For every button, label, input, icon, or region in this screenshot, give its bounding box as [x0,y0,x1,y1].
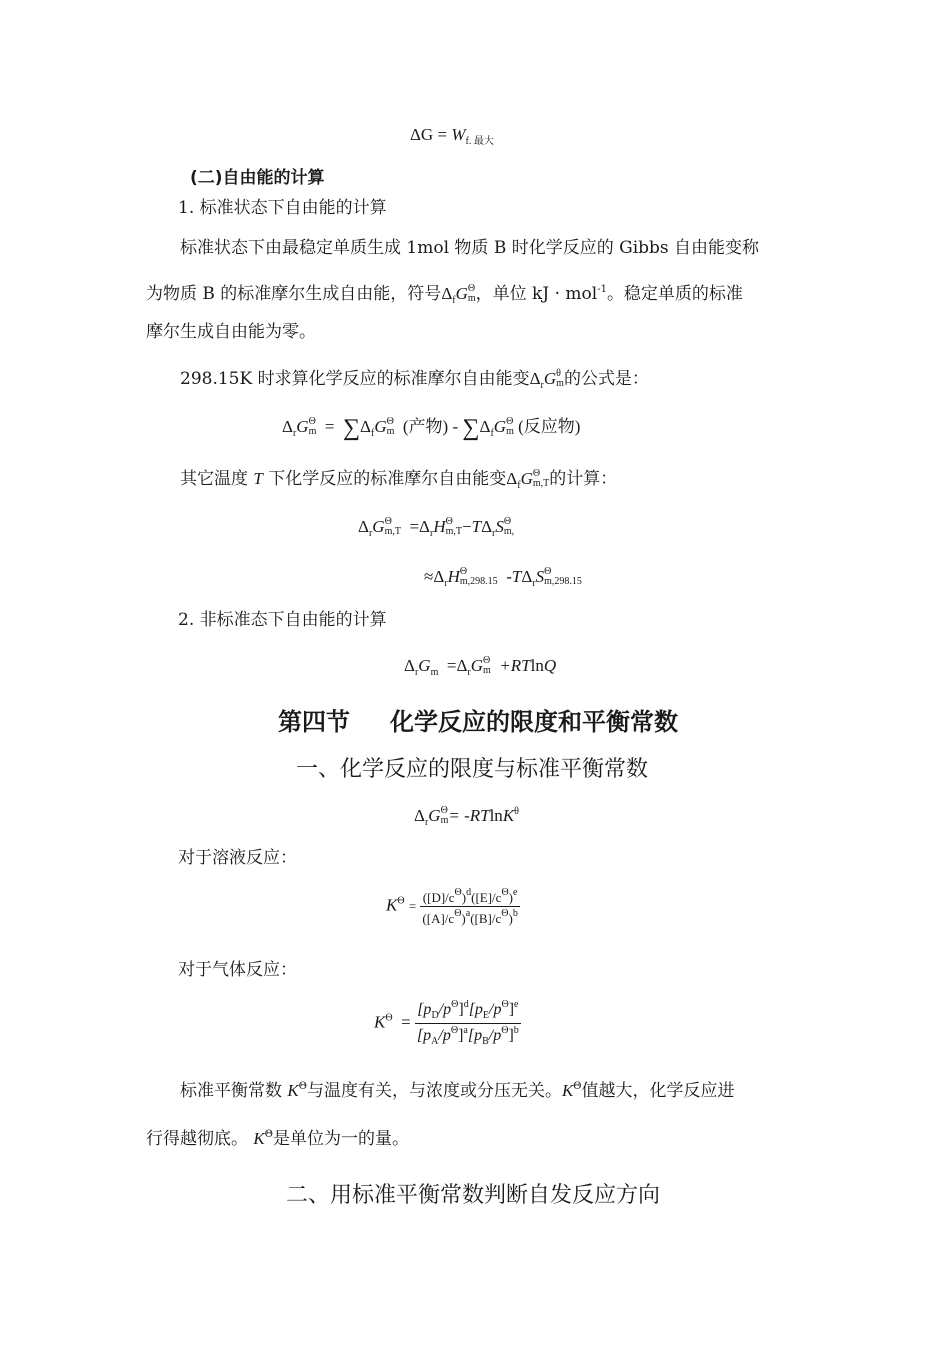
rt-term: = -RT [448,806,490,825]
paren: ) [461,911,466,926]
t-symbol: T [253,469,263,488]
denominator [420,907,519,925]
equation-k-gas [374,1000,521,1047]
sub-m: m [440,815,449,826]
g-sup-sub [556,369,564,389]
subsection-title-1: 一、化学反应的限度与标准平衡常数 [296,757,649,782]
delta-symbol: Δ [506,469,518,488]
equation-k-solution [386,888,520,925]
numerator [420,888,519,907]
k-symbol: K [561,1081,574,1100]
sub-m298: m,298.15 [459,576,498,587]
sub-m: m [483,665,491,676]
rt-term: +RT [499,656,531,675]
para4-text-mid: 与温度有关，与浓度或分压无关。 [306,1081,562,1101]
section-title [278,702,678,737]
sup-theta: Θ [451,999,459,1010]
g-symbol: G [455,284,468,303]
g-sup-sub [533,469,549,489]
sub-b: B [482,1036,489,1047]
gas-label: 对于气体反应： [178,960,297,980]
delta-symbol: Δ [282,417,293,436]
sup-theta: θ [556,368,561,379]
g-sup-sub [483,656,491,676]
sup-theta: Θ [503,516,512,527]
delta-symbol: Δ [404,656,415,675]
sup-theta: Θ [454,887,462,898]
sup-theta: Θ [298,1081,307,1092]
exp-e: e [514,999,519,1010]
sub-m: m [430,667,439,678]
g-sup-sub [387,417,395,437]
delta-symbol: Δ [358,517,369,536]
eq-sign: = [433,125,452,144]
bracket: ] [508,1001,515,1018]
sigma-symbol: ∑ [342,415,361,441]
eq-sign: = [324,417,335,436]
g-symbol: G [470,656,483,675]
k-symbol: K [253,1129,265,1148]
para3 [180,469,617,491]
bracket: ] [458,1001,464,1018]
para4-line2 [146,1130,409,1148]
bracket: ] [458,1027,464,1044]
p-std: /p [438,1027,451,1044]
section-number: 第四节 [278,708,350,736]
sup-theta: Θ [397,895,405,907]
para3-text: 其它温度 [180,469,248,489]
eq-sign: = [409,517,420,536]
delta-symbol: Δ [481,517,492,536]
sub-m: m [308,426,317,437]
sub-r: r [467,667,471,678]
sub-m: m [556,378,564,389]
products-label: (产物) [402,417,449,436]
fraction [420,888,519,925]
exp-b: b [512,908,518,919]
sub-r: r [424,817,429,828]
s-symbol: S [535,567,545,586]
sup-theta: Θ [385,1012,393,1024]
sub-r: r [532,578,536,589]
equation-k [414,806,519,828]
paren: ) [461,890,467,905]
p-e: [p [468,1001,483,1018]
eq-sign: = [408,898,417,914]
eq-sign: = [401,1012,411,1032]
p-std: /p [438,1001,452,1018]
symbol-delta-f-g [506,468,550,491]
para1-line2-end: 。稳定单质的标准 [606,284,743,304]
sub-a: A [431,1036,439,1047]
sup-theta: Θ [445,516,453,527]
exp-a: a [463,1025,468,1036]
sub-m298: m,298.15 [544,576,582,587]
sub-r: r [444,578,448,589]
paren: ) [508,911,513,926]
g-sup-sub [468,284,476,304]
sup-theta: θ [514,806,519,817]
g-symbol: G [428,806,441,825]
equation-nonstandard [404,656,556,678]
para2-text-end: 的公式是： [563,369,649,389]
paren: ) [508,890,514,905]
p-d: [p [417,1001,432,1018]
para3-text-mid: 下化学反应的标准摩尔自由能变 [268,469,507,489]
delta-symbol: Δ [456,656,468,675]
sup-theta: Θ [501,999,509,1010]
para4-text-end: 值越大，化学反应进 [581,1081,735,1101]
symbol-delta-f-g [441,283,476,306]
sub-m: m, [503,526,515,537]
equation-gibbs-helmholtz-1 [358,517,514,539]
sup-theta: Θ [450,1025,459,1036]
para2-text: 298.15K 时求算化学反应的标准摩尔自由能变 [180,369,530,389]
g-symbol: G [543,369,557,388]
g-symbol: G [296,417,309,436]
den-b: ([B]/c [470,911,502,926]
para2 [180,369,649,391]
eq-sign: = [446,656,457,675]
sub-r: r [414,667,419,678]
p-std: /p [489,1001,502,1018]
sub-d: D [431,1010,439,1021]
p-a: [p [416,1027,432,1044]
unit-superscript: -1 [597,284,607,295]
h-symbol: H [447,567,460,586]
item1-title: 1. 标准状态下自由能的计算 [178,198,387,218]
ln-term: ln [530,656,544,675]
sup-theta: Θ [440,805,448,816]
sup-theta: Θ [483,655,491,666]
delta-symbol: Δ [433,567,445,586]
g-sup-sub [506,417,514,437]
reactants-label: (反应物) [518,417,581,436]
sup-theta: Θ [384,516,392,527]
k-symbol: K [502,806,515,825]
sub-r: r [292,428,297,439]
q-symbol: Q [543,656,557,675]
para4-text: 行得越彻底。 [146,1129,248,1149]
den-a: ([A]/c [422,911,455,926]
section-name: 化学反应的限度和平衡常数 [390,708,678,736]
g-symbol: G [374,417,387,436]
para4-text: 标准平衡常数 [180,1081,282,1101]
numerator [415,1000,521,1024]
subsection-title-2: 二、用标准平衡常数判断自发反应方向 [286,1183,661,1208]
sub-m: m [467,293,476,304]
fraction [415,1000,521,1047]
s-symbol: S [495,517,504,536]
delta-symbol: Δ [360,417,371,436]
sub-r: r [540,380,544,391]
sub-e: E [482,1010,490,1021]
exp-d: d [466,887,472,898]
sup-theta: Θ [386,416,394,427]
bracket: ] [508,1027,514,1044]
item2-title: 2. 非标准态下自由能的计算 [178,610,387,630]
sup-theta: Θ [467,283,476,294]
k-symbol: K [287,1081,299,1100]
sup-theta: Θ [501,887,509,898]
equation-work [410,126,494,147]
sup-theta: Θ [264,1129,273,1140]
sup-theta: Θ [544,566,552,577]
exp-d: d [463,999,469,1010]
num-d: ([D]/c [422,890,455,905]
exp-e: e [513,887,518,898]
g-symbol: G [493,417,507,436]
delta-symbol: Δ [419,517,430,536]
sup-theta: Θ [454,908,462,919]
k-symbol: K [386,895,398,915]
sup-theta: Θ [501,1025,509,1036]
sub-r: r [429,528,434,539]
solution-label: 对于溶液反应： [178,848,297,868]
sup-theta: Θ [573,1081,582,1092]
para3-text-end: 的计算： [549,469,618,489]
sup-theta: Θ [308,416,316,427]
sub-f: f [517,480,521,491]
t-symbol: T [471,517,482,536]
sup-theta: Θ [506,416,514,427]
sub-m: m [506,426,514,437]
para4-text-end: 是单位为一的量。 [272,1129,409,1149]
s-sup-sub [504,517,514,537]
sub-mt: m,T [445,526,462,537]
para4-line1 [180,1082,735,1100]
sup-theta: Θ [459,566,468,577]
sub-r: r [492,528,496,539]
g-symbol: G [418,656,431,675]
eq-lhs: ΔG [410,125,434,144]
g-sup-sub [441,806,449,826]
g-sup-sub [385,517,401,537]
equation-sum [282,416,580,440]
g-symbol: G [372,517,385,536]
sup-theta: Θ [532,468,541,479]
t-symbol: T [511,567,522,586]
para1-line2 [146,284,743,306]
minus-sign: - [452,417,459,436]
sub-f: f [490,428,494,439]
equation-gibbs-helmholtz-2 [424,567,582,589]
k-symbol: K [374,1012,386,1032]
denominator [415,1024,521,1047]
eq-rhs-subscript: f. 最大 [465,136,494,147]
exp-b: b [513,1025,519,1036]
p-std: /p [488,1027,502,1044]
para1-line3: 摩尔生成自由能为零。 [146,322,316,342]
h-sup-sub [446,517,462,537]
sub-f: f [370,428,375,439]
h-symbol: H [433,517,446,536]
approx-sign: ≈ [424,567,434,586]
eq-rhs: W [451,125,466,144]
delta-symbol: Δ [441,284,453,303]
heading-free-energy-calc: (二)自由能的计算 [190,168,325,188]
p-b: [p [467,1027,483,1044]
para1-line2-text: 为物质 B 的标准摩尔生成自由能，符号 [146,284,442,304]
g-symbol: G [520,469,533,488]
exp-a: a [465,908,471,919]
symbol-delta-r-g [529,368,564,391]
delta-symbol: Δ [529,369,541,388]
s-sup-sub [544,567,582,587]
ln-term: ln [489,806,503,825]
sigma-symbol: ∑ [462,415,480,441]
sub-m: m [386,426,395,437]
minus-sign: − [462,517,472,536]
num-e: ([E]/c [471,890,502,905]
h-sup-sub [460,567,498,587]
sub-r: r [368,528,373,539]
delta-symbol: Δ [479,417,491,436]
para1-unit-text: ，单位 kJ · mol [475,284,598,304]
minus-sign: - [506,567,512,586]
sub-mt: m,T [384,526,401,537]
delta-symbol: Δ [521,567,533,586]
sub-f: f [452,295,456,306]
delta-symbol: Δ [414,806,425,825]
g-sup-sub [309,417,317,437]
sup-theta: Θ [501,908,509,919]
para1-line1: 标准状态下由最稳定单质生成 1mol 物质 B 时化学反应的 Gibbs 自由能变称 [180,238,760,258]
sub-mt: m,T [532,478,550,489]
